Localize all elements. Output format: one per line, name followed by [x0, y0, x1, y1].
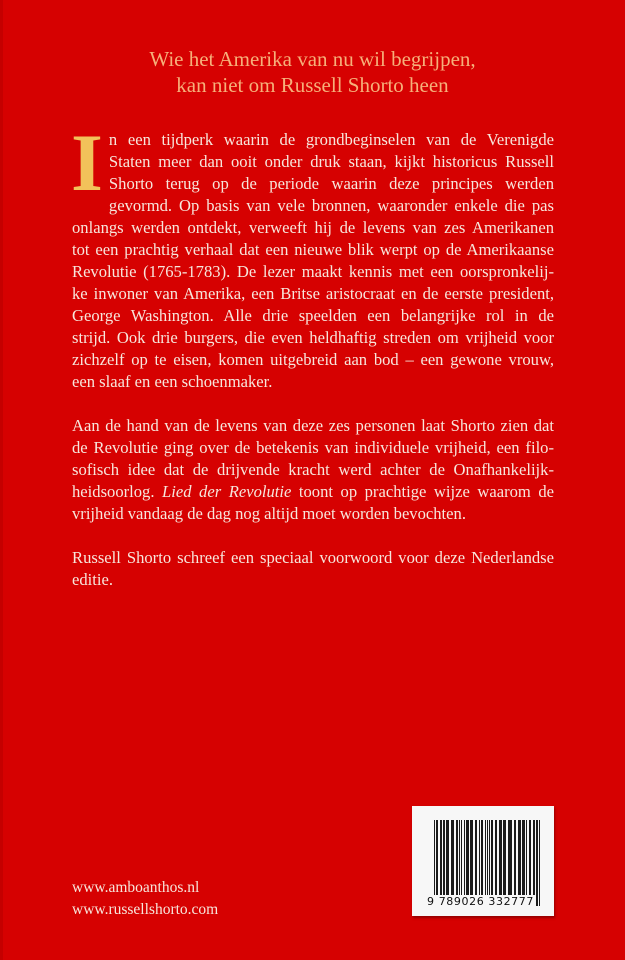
websites — [72, 877, 218, 921]
blurb-line: ke inwoner van Amerika, een Britse aristocraat en de eerste president, — [72, 284, 554, 303]
blurb-line: n een tijdperk waarin de grondbeginselen van de Verenigde — [108, 130, 554, 149]
book-title: Lied der Revolutie — [162, 482, 292, 501]
tagline-line-2: kan niet om Russell Shorto heen — [176, 73, 449, 97]
isbn-text: 9 789026 332777 — [427, 895, 534, 908]
blurb-line: editie. — [72, 570, 114, 589]
blurb-line: Shorto terug op de periode waarin deze principes werden — [108, 174, 554, 193]
blurb-line: vrijheid vandaag de dag nog altijd moet worden bevochten. — [72, 504, 466, 523]
tagline — [0, 46, 625, 98]
blurb-line: de Revolutie ging over de betekenis van individuele vrijheid, een filo- — [72, 438, 554, 457]
tagline-line-1: Wie het Amerika van nu wil begrijpen, — [149, 47, 476, 71]
blurb-line: strijd. Ook drie burgers, die even heldhaftig streden om vrijheid voor — [72, 328, 554, 347]
website-link-russellshorto[interactable]: www.russellshorto.com — [72, 901, 219, 918]
text-before-title: heidsoorlog. — [72, 482, 163, 501]
barcode-bars — [434, 820, 540, 906]
blurb-line: Aan de hand van de levens van deze zes personen laat Shorto zien dat — [72, 416, 554, 435]
blurb-line: Staten meer dan ooit onder druk staan, kijkt historicus Russell — [108, 152, 554, 171]
blurb-line: tot een prachtig verhaal dat een nieuwe blik werpt op de Amerikaanse — [72, 240, 554, 259]
blurb-paragraph-2 — [72, 415, 554, 525]
blurb — [71, 117, 554, 613]
blurb-line: George Washington. Alle drie speelden een belangrijke rol in de — [72, 306, 554, 325]
text-after-title: toont op prachtige wijze waarom de — [291, 482, 554, 501]
blurb-line: Russell Shorto schreef een speciaal voorwoord voor deze Nederlandse — [72, 548, 554, 567]
blurb-line: gevormd. Op basis van vele bronnen, waaronder enkele die pas — [108, 196, 554, 215]
dropcap-letter: I — [71, 117, 103, 208]
website-link-amboanthos[interactable]: www.amboanthos.nl — [72, 879, 200, 896]
blurb-line: een slaaf en een schoenmaker. — [72, 372, 273, 391]
blurb-line: sofisch idee dat de drijvende kracht werd achter de Onafhankelijk- — [72, 460, 554, 479]
blurb-line: zichzelf op te eisen, komen uitgebreid aan bod – een gewone vrouw, — [72, 350, 554, 369]
blurb-line-with-title — [72, 481, 554, 503]
blurb-line: Revolutie (1765-1783). De lezer maakt kennis met een oorspronkelij- — [72, 262, 554, 281]
blurb-paragraph-3 — [72, 547, 554, 591]
isbn-number — [426, 895, 546, 908]
isbn-barcode — [412, 806, 554, 916]
blurb-line: onlangs werden ontdekt, verweeft hij de levens van zes Amerikanen — [72, 218, 554, 237]
blurb-paragraph-1 — [71, 117, 554, 393]
cover-spine-edge — [0, 0, 3, 960]
